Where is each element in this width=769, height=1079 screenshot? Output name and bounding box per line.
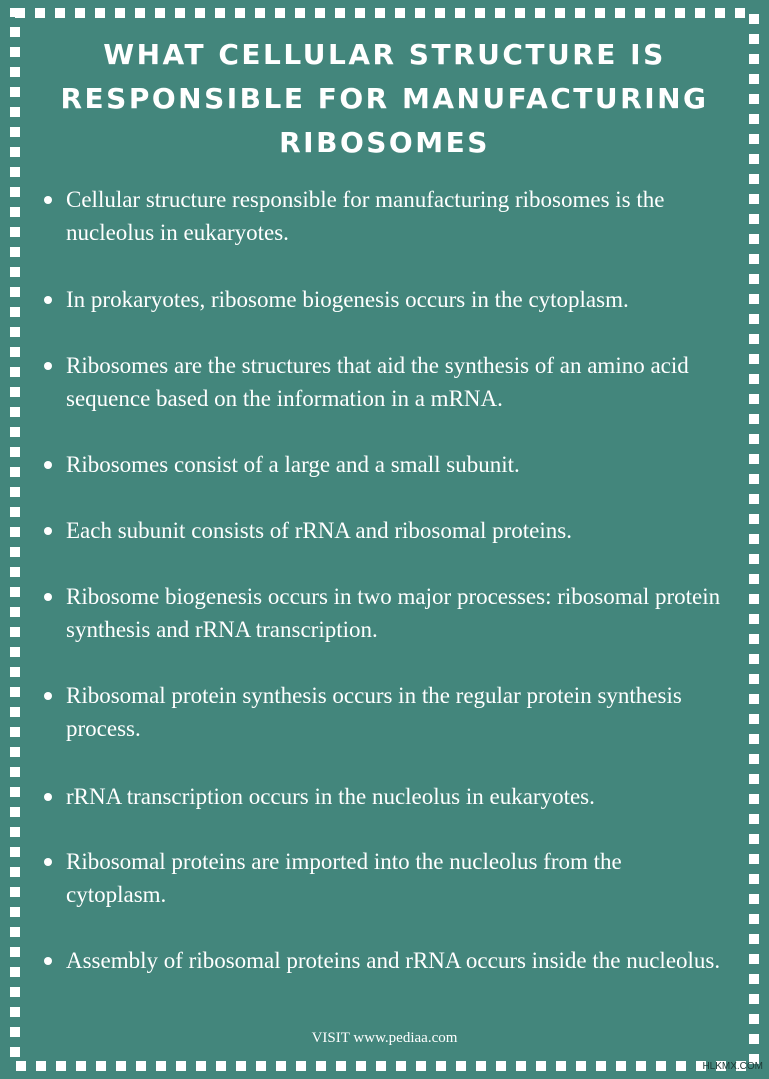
list-item-text: Ribosomes consist of a large and a small subunit.: [66, 452, 520, 477]
list-item-text: In prokaryotes, ribosome biogenesis occurs in the cytoplasm.: [66, 287, 629, 312]
list-item-text: rRNA transcription occurs in the nucleolus in eukaryotes.: [66, 784, 595, 809]
bullet-icon: [44, 692, 52, 700]
list-item-text: Ribosomal protein synthesis occurs in the regular protein synthesis process.: [66, 683, 682, 741]
list-item: [66, 349, 726, 415]
list-item-text: Cellular structure responsible for manufacturing ribosomes is the nucleolus in eukaryotes.: [66, 187, 665, 245]
bullet-icon: [44, 527, 52, 535]
page-title: WHAT CELLULAR STRUCTURE IS RESPONSIBLE FOR MANUFACTURING RIBOSOMES: [60, 38, 709, 159]
list-item: [66, 448, 726, 481]
list-item: [66, 679, 726, 745]
list-item: [66, 845, 726, 911]
bullet-icon: [44, 858, 52, 866]
list-item: [66, 514, 726, 547]
list-item-text: Assembly of ribosomal proteins and rRNA occurs inside the nucleolus.: [66, 948, 721, 973]
list-item: [66, 580, 726, 646]
list-item-text: Ribosomes are the structures that aid the synthesis of an amino acid sequence based on the information in a mRNA.: [66, 353, 689, 411]
bullet-icon: [44, 362, 52, 370]
list-item-text: Each subunit consists of rRNA and ribosomal proteins.: [66, 518, 572, 543]
watermark: HLKMX.COM: [702, 1061, 763, 1072]
source-footer: VISIT www.pediaa.com: [311, 1030, 458, 1046]
fact-list: [66, 183, 726, 977]
list-item-text: Ribosomal proteins are imported into the nucleolus from the cytoplasm.: [66, 849, 622, 907]
list-item: [66, 944, 726, 977]
list-item: [66, 283, 726, 316]
bullet-icon: [44, 296, 52, 304]
bullet-icon: [44, 461, 52, 469]
list-item: [66, 780, 726, 813]
bullet-icon: [44, 593, 52, 601]
bullet-icon: [44, 957, 52, 965]
bullet-icon: [44, 793, 52, 801]
list-item: [66, 183, 726, 249]
bullet-icon: [44, 196, 52, 204]
list-item-text: Ribosome biogenesis occurs in two major processes: ribosomal protein synthesis and rRNA transcription.: [66, 584, 721, 642]
